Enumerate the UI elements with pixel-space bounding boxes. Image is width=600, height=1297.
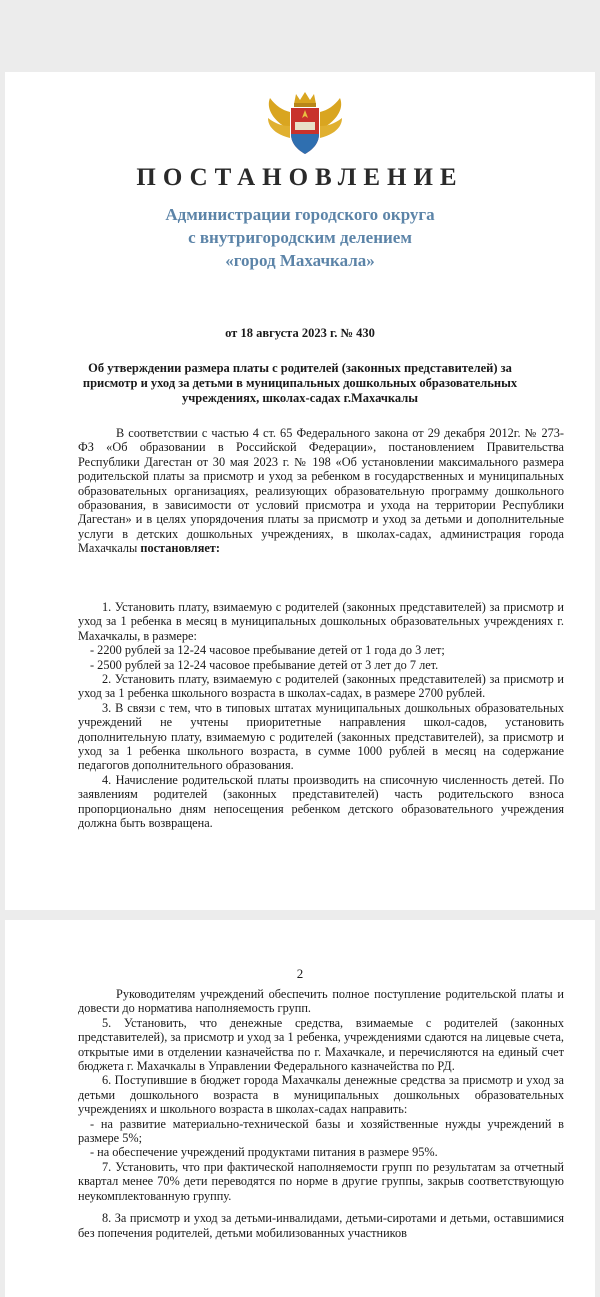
items-list-page-2: [78, 987, 564, 1240]
preamble: [78, 426, 564, 556]
item-6: 6. Поступившие в бюджет города Махачкалы денежные средства за присмотр и уход за детьми дошкольного возраста в муниципальных дошкольных образовательных учреждениях и школьного возраста в школах-садах направить:: [78, 1073, 564, 1117]
items-list-page-1: [78, 600, 564, 831]
item-6-a: - на развитие материально-технической базы и хозяйственные нужды учреждений в размере 5%;: [78, 1116, 564, 1146]
administration-line-1: Администрации городского округа: [165, 205, 435, 224]
item-1: 1. Установить плату, взимаемую с родителей (законных представителей) за присмотр и уход за 1 ребенка в месяц в муниципальных дошкольных образовательных учреждениях г. Махачкалы, в размере:: [78, 600, 564, 643]
item-1-a: - 2200 рублей за 12-24 часовое пребывание детей от 1 года до 3 лет;: [90, 643, 445, 658]
item-5: 5. Установить, что денежные средства, взимаемые с родителей (законных представителей), за присмотр и уход за 1 ребенка, учреждениями сдаются на лицевые счета, открытые ими в отделении казначейства по г. Махачкале, и перечисляются на единый счет бюджета г. Махачкалы в Управлении Федерального казначейства по РД.: [78, 1015, 564, 1074]
administration-line-2: с внутригородским делением: [188, 228, 412, 247]
item-4-continuation: Руководителям учреждений обеспечить полное поступление родительской платы и довести до норматива наполняемость групп.: [78, 987, 564, 1016]
decree-subject: Об утверждении размера платы с родителей (законных представителей) за присмотр и уход за детьми в муниципальных дошкольных образовательных учреждениях, школах-садах г.Махачкалы: [82, 361, 518, 405]
coat-of-arms-icon: [260, 90, 350, 158]
preamble-text: В соответствии с частью 4 ст. 65 Федерального закона от 29 декабря 2012г. № 273-ФЗ «Об образовании в Российской Федерации», постановлением Правительства Республики Дагестан от 30 мая 2023 г. № 198 «Об установлении максимального размера родительской платы за присмотр и уход за ребенком в государственных и муниципальных образовательных организациях, реализующих образовательную программу дошкольного образования, в зависимости от условий присмотра и ухода на территории Республики Дагестан» и в целях упорядочения платы за присмотр и уход за детьми и дополнительные услуги в детских дошкольных учреждениях, в школах-садах, администрация города Махачкалы: [78, 426, 564, 556]
item-1-b: - 2500 рублей за 12-24 часовое пребывание детей от 3 лет до 7 лет.: [90, 657, 439, 672]
item-2: 2. Установить плату, взимаемую с родителей (законных представителей) за присмотр и уход за 1 ребенка школьного возраста в школах-садах, в размере 2700 рублей.: [78, 672, 564, 701]
item-7: 7. Установить, что при фактической наполняемости групп по результатам за отчетный квартал менее 70% дети переводятся по норме в другие группы, закрыв соответствующую неукомплектованную группу.: [78, 1159, 564, 1203]
administration-line-3: «город Махачкала»: [225, 251, 375, 270]
item-8: 8. За присмотр и уход за детьми-инвалидами, детьми-сиротами и детьми, оставшимися без попечения родителей, детьми мобилизованных участников: [78, 1211, 564, 1240]
document-title: ПОСТАНОВЛЕНИЕ: [136, 164, 464, 191]
document-page-2: [5, 920, 595, 1297]
preamble-bold: постановляет:: [140, 541, 220, 556]
item-4: 4. Начисление родительской платы производить на списочную численность детей. По заявлениям родителей (законных представителей) часть родительского взноса пропорционально дням непосещения ребенком детского образовательного учреждения должна быть возвращена.: [78, 772, 564, 831]
decree-date: от 18 августа 2023 г. № 430: [225, 326, 375, 340]
document-page-1: [5, 72, 595, 910]
item-3: 3. В связи с тем, что в типовых штатах муниципальных дошкольных образовательных учреждений не учтены приоритетные направления школ-садов, установить дополнительную плату, взимаемую с родителей (законных представителей), за присмотр и уход за 1 ребенка школьного возраста, в сумме 1000 рублей в месяц на содержание педагогов дополнительного образования.: [78, 700, 564, 773]
item-6-b: - на обеспечение учреждений продуктами питания в размере 95%.: [90, 1145, 438, 1160]
page-number: 2: [296, 966, 304, 981]
